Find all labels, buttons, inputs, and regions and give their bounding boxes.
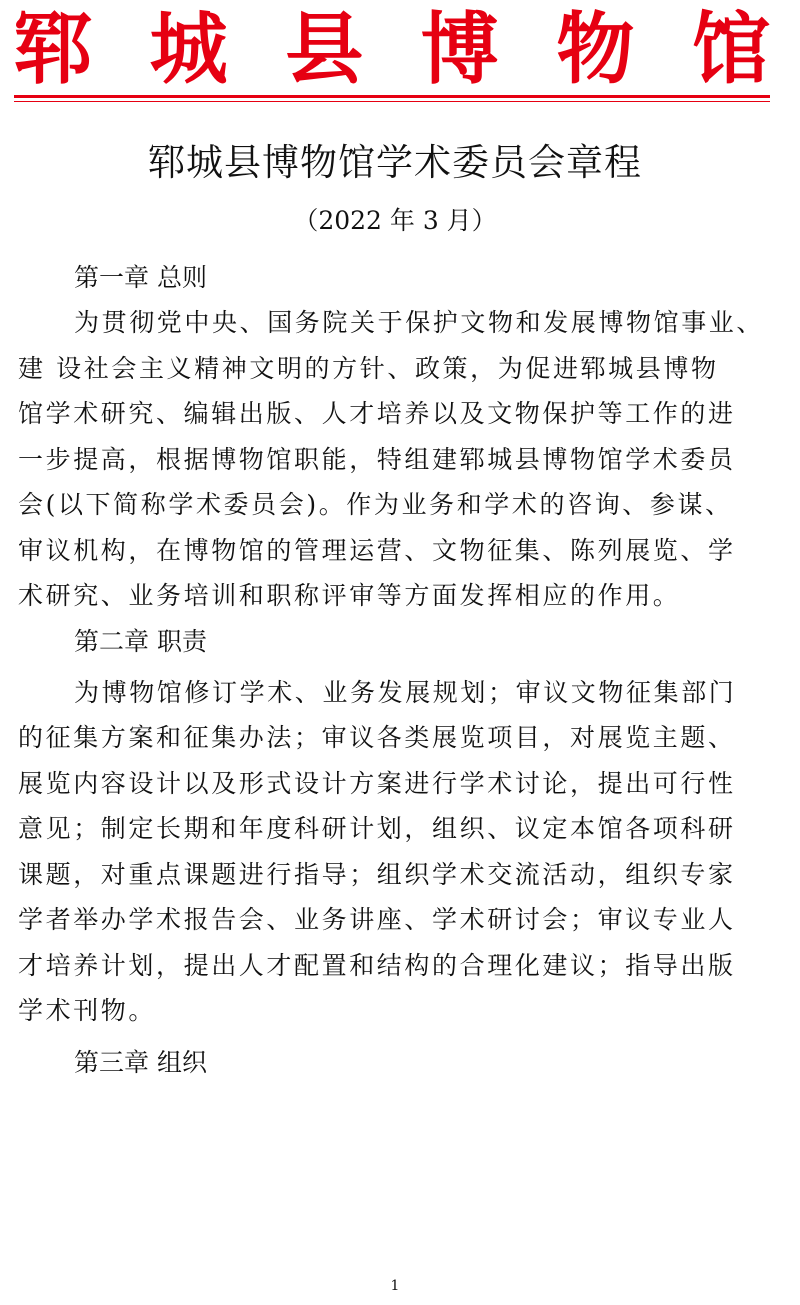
document-body xyxy=(18,255,770,1085)
paragraph-line: 一步提高，根据博物馆职能，特组建郓城县博物馆学术委员 xyxy=(18,444,736,474)
paragraph-line: 才培养计划，提出人才配置和结构的合理化建议；指导出版 xyxy=(18,950,736,980)
letterhead-char: 城 xyxy=(149,5,228,95)
chapter-heading: 第二章 职责 xyxy=(74,626,207,656)
letterhead-char: 物 xyxy=(556,5,635,95)
paragraph-line: 课题，对重点课题进行指导；组织学术交流活动，组织专家 xyxy=(18,859,736,889)
paragraph-line: 建 设社会主义精神文明的方针、政策，为促进郓城县博物 xyxy=(18,353,719,383)
letterhead-divider-thick xyxy=(14,95,770,98)
paragraph-line: 学者举办学术报告会、业务讲座、学术研讨会；审议专业人 xyxy=(18,905,736,934)
page-number: 1 xyxy=(390,1278,400,1294)
letterhead-char: 馆 xyxy=(691,5,770,95)
chapter-heading: 第一章 总则 xyxy=(74,263,207,292)
paragraph-line: 意见；制定长期和年度科研计划，组织、议定本馆各项科研 xyxy=(18,814,736,843)
letterhead-divider-thin xyxy=(14,101,770,102)
chapter-heading: 第三章 组织 xyxy=(74,1047,207,1077)
letterhead-char: 博 xyxy=(420,5,499,95)
paragraph-line: 馆学术研究、编辑出版、人才培养以及文物保护等工作的进 xyxy=(18,399,736,428)
paragraph-line: 为博物馆修订学术、业务发展规划；审议文物征集部门 xyxy=(74,677,737,707)
document-title: 郓城县博物馆学术委员会章程 xyxy=(148,141,642,184)
paragraph-line: 审议机构，在博物馆的管理运营、文物征集、陈列展览、学 xyxy=(18,535,736,565)
document-date: （2022 年 3 月） xyxy=(293,206,497,235)
paragraph-line: 学术刊物。 xyxy=(18,996,157,1025)
paragraph-line: 为贯彻党中央、国务院关于保护文物和发展博物馆事业、 xyxy=(74,308,765,337)
paragraph-line: 会(以下简称学术委员会)。作为业务和学术的咨询、参谋、 xyxy=(18,490,733,519)
paragraph-line: 术研究、业务培训和职称评审等方面发挥相应的作用。 xyxy=(18,581,681,610)
letterhead-char: 县 xyxy=(285,5,364,95)
chapter-paragraph xyxy=(18,300,770,619)
letterhead-char: 郓 xyxy=(14,5,93,95)
paragraph-line: 的征集方案和征集办法；审议各类展览项目，对展览主题、 xyxy=(18,723,736,752)
letterhead xyxy=(14,4,770,96)
paragraph-line: 展览内容设计以及形式设计方案进行学术讨论，提出可行性 xyxy=(18,768,736,798)
chapter-paragraph xyxy=(18,670,770,1034)
